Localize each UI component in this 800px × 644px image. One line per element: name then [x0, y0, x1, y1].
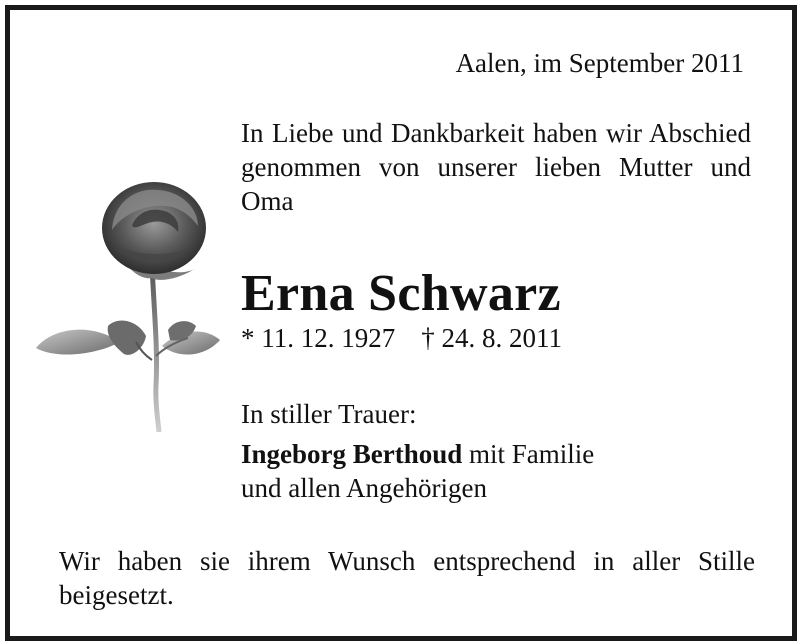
footer-note: Wir haben sie ihrem Wunsch entsprechend in aller Stille beigesetzt. [59, 546, 755, 610]
mourner-primary-line [241, 437, 594, 471]
mourners [241, 437, 594, 505]
place-date: Aalen, im September 2011 [455, 48, 744, 78]
mourner-primary-name: Ingeborg Berthoud [241, 439, 463, 469]
mourning-label: In stiller Trauer: [241, 399, 417, 429]
intro-text: In Liebe und Dankbarkeit haben wir Abschied genommen von unserer lieben Mutter und Oma [241, 118, 751, 216]
mourner-primary-suffix: mit Familie [462, 439, 595, 469]
obituary-notice [5, 5, 797, 641]
birth-date: * 11. 12. 1927 [241, 323, 396, 353]
life-dates [241, 321, 562, 355]
rose-icon [28, 170, 228, 440]
death-date: † 24. 8. 2011 [421, 323, 562, 353]
deceased-name: Erna Schwarz [241, 265, 561, 322]
mourner-relatives: und allen Angehörigen [241, 473, 487, 503]
